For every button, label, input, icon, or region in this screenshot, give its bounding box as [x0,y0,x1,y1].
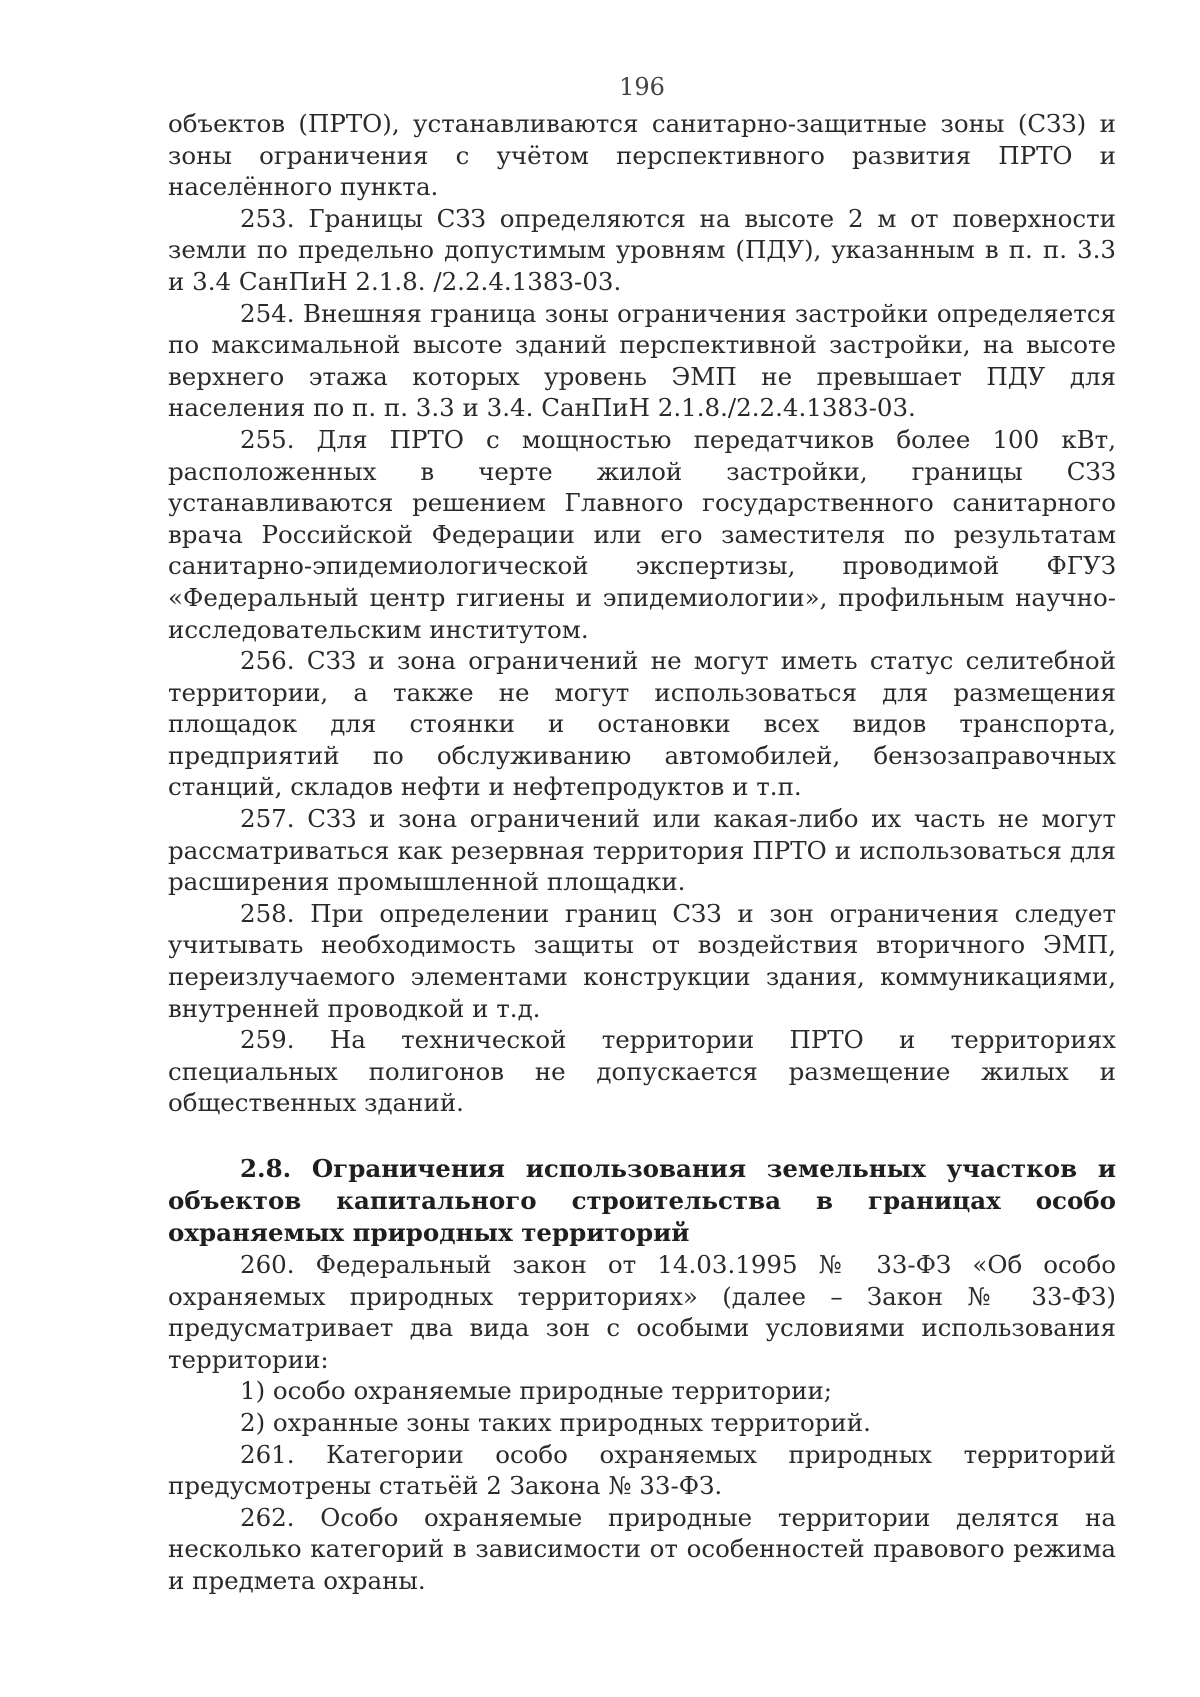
section-heading: 2.8. Ограничения использования земельных участков и объектов капитального строительства в границах особо охраняемых природных территорий [168,1154,1116,1247]
paragraph-262: 262. Особо охраняемые природные территории делятся на несколько категорий в зависимости от особенностей правового режима и предмета охраны. [168,1502,1116,1595]
paragraph-261: 261. Категории особо охраняемых природных территорий предусмотрены статьёй 2 Закона № 33-ФЗ. [168,1439,1116,1501]
paragraph-253: 253. Границы СЗЗ определяются на высоте 2 м от поверхности земли по предельно допустимым уровням (ПДУ), указанным в п. п. 3.3 и 3.4 СанПиН 2.1.8. /2.2.4.1383-03. [168,203,1116,296]
list-item: 1) особо охраняемые природные территории; [240,1376,833,1406]
paragraph-256: 256. СЗЗ и зона ограничений не могут иметь статус селитебной территории, а также не могут использоваться для размещения площадок для стоянки и остановки всех видов транспорта, предприятий по обслуживанию автомобилей, бензозаправочных станций, складов нефти и нефтепродуктов и т.п. [168,646,1116,802]
list-item: 2) охранные зоны таких природных территорий. [240,1407,871,1437]
paragraph-259: 259. На технической территории ПРТО и территориях специальных полигонов не допускается размещение жилых и общественных зданий. [168,1025,1116,1118]
document-page [168,68,1116,1597]
paragraph-254: 254. Внешняя граница зоны ограничения застройки определяется по максимальной высоте зданий перспективной застройки, на высоте верхнего этажа которых уровень ЭМП не превышает ПДУ для населения по п. п. 3.3 и 3.4. СанПиН 2.1.8./2.2.4.1383-03. [168,298,1116,423]
paragraph-258: 258. При определении границ СЗЗ и зон ограничения следует учитывать необходимость защиты от воздействия вторичного ЭМП, переизлучаемого элементами конструкции здания, коммуникациями, внутренней проводкой и т.д. [168,898,1116,1023]
paragraph-continuation: объектов (ПРТО), устанавливаются санитарно-защитные зоны (СЗЗ) и зоны ограничения с учётом перспективного развития ПРТО и населённого пункта. [168,109,1116,202]
page-number: 196 [619,73,665,101]
paragraph-257: 257. СЗЗ и зона ограничений или какая-либо их часть не могут рассматриваться как резервная территория ПРТО и использоваться для расширения промышленной площадки. [168,804,1116,897]
paragraph-255: 255. Для ПРТО с мощностью передатчиков более 100 кВт, расположенных в черте жилой застройки, границы СЗЗ устанавливаются решением Главного государственного санитарного врача Российской Федерации или его заместителя по результатам санитарно-эпидемиологической экспертизы, проводимой ФГУЗ «Федеральный центр гигиены и эпидемиологии», профильным научно-исследовательским институтом. [168,424,1116,644]
paragraph-260: 260. Федеральный закон от 14.03.1995 № 33-ФЗ «Об особо охраняемых природных территориях» (далее – Закон № 33-ФЗ) предусматривает два вида зон с особыми условиями использования территории: [168,1250,1116,1374]
